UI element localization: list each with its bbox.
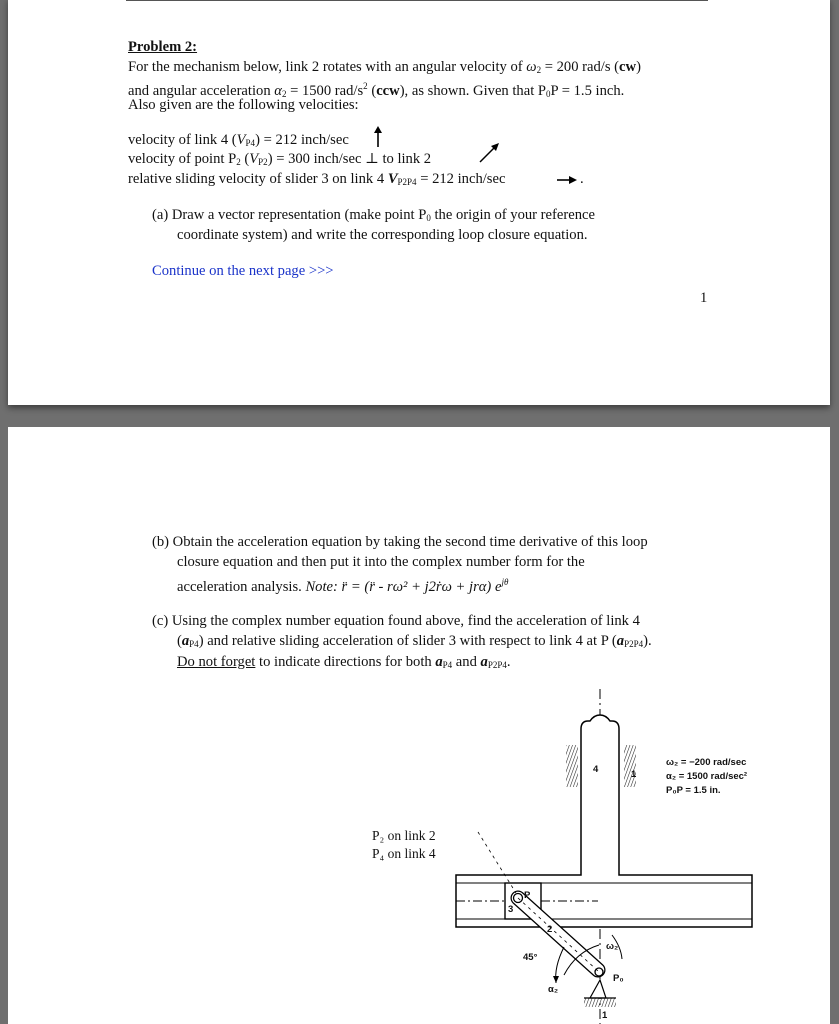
label-p0: P₀ [613, 973, 624, 984]
label-omega2: ω₂ [606, 941, 619, 952]
label-p2-on-link2: P₂ on link 2 [372, 828, 436, 843]
part-b-line-3: acceleration analysis. Note: r̈ = (r̈ - rω² + j2ṙω + jrα) $e^{j\theta}$ [177, 577, 509, 595]
label-p4-on-link4: P₄ on link 4 [372, 846, 436, 861]
intro-line-1: For the mechanism below, link 2 rotates with an angular velocity of $\omega_2 = 200$ rad/s (cw) [128, 59, 641, 75]
header-rule [126, 0, 708, 1]
intro-line-2: and angular acceleration $\alpha_2 = 1500$ rad/$s^2$ (ccw), as shown. Given that $P_0P = 1.5$ inch. [128, 81, 625, 99]
part-a-line-2: coordinate system) and write the corresponding loop closure equation. [177, 227, 588, 243]
velocity-point-p2: velocity of point $P_2$ $(V_{P2}) = 300$ inch/sec ⊥ to link 2 [128, 151, 432, 167]
given-alpha2: α₂ = 1500 rad/sec² [666, 771, 748, 782]
link-4-body [456, 715, 752, 927]
arrow-up-icon [372, 126, 384, 148]
guide-hatch-right [624, 745, 636, 787]
page-number: 1 [700, 290, 708, 306]
arrow-right-icon [556, 174, 578, 186]
relative-sliding-velocity: relative sliding velocity of slider 3 on link 4 $V_{P2P4} = 212$ inch/sec [128, 171, 506, 187]
label-point-p: P [524, 890, 531, 901]
label-link-2: 2 [547, 924, 553, 935]
velocity-link4: velocity of link 4 $(V_{P4}) = 212$ inch/sec [128, 132, 349, 148]
part-c-line-3: Do not forget to indicate directions for both $a_{P4}$ and $a_{P2P4}$. [177, 654, 511, 670]
ground-support [590, 980, 606, 998]
label-alpha2: α₂ [548, 984, 559, 995]
part-c-line-2: $(a_{P4})$ and relative sliding acceleration of slider 3 with respect to link 4 at P $(a_{P2P4})$. [177, 633, 652, 649]
intro-line-3: Also given are the following velocities: [128, 97, 359, 113]
label-frame-1: 1 [631, 769, 637, 780]
given-p0p: P₀P = 1.5 in. [666, 785, 721, 796]
document-page-2 [8, 427, 830, 1024]
part-b-line-2: closure equation and then put it into the complex number form for the [177, 554, 585, 570]
part-a-line-1: (a) Draw a vector representation (make point $P_0$ the origin of your reference [152, 207, 595, 223]
label-45-degrees: 45° [523, 952, 538, 963]
problem-heading: Problem 2: [128, 39, 198, 55]
part-c-line-1: (c) Using the complex number equation found above, find the acceleration of link 4 [152, 613, 640, 629]
relative-sliding-period: . [580, 171, 584, 187]
label-link-4: 4 [593, 764, 599, 775]
guide-hatch-left [566, 745, 578, 787]
document-page-1 [8, 0, 830, 405]
label-slider-3: 3 [508, 904, 514, 915]
mechanism-diagram [8, 427, 830, 1024]
label-ground-1: 1 [602, 1010, 608, 1021]
ground-hatch [584, 998, 616, 1007]
continue-link[interactable]: Continue on the next page >>> [152, 263, 334, 279]
given-omega2: ω₂ = −200 rad/sec [666, 757, 747, 768]
arrow-diagonal-icon [478, 142, 500, 164]
part-b-line-1: (b) Obtain the acceleration equation by taking the second time derivative of this loop [152, 534, 648, 550]
